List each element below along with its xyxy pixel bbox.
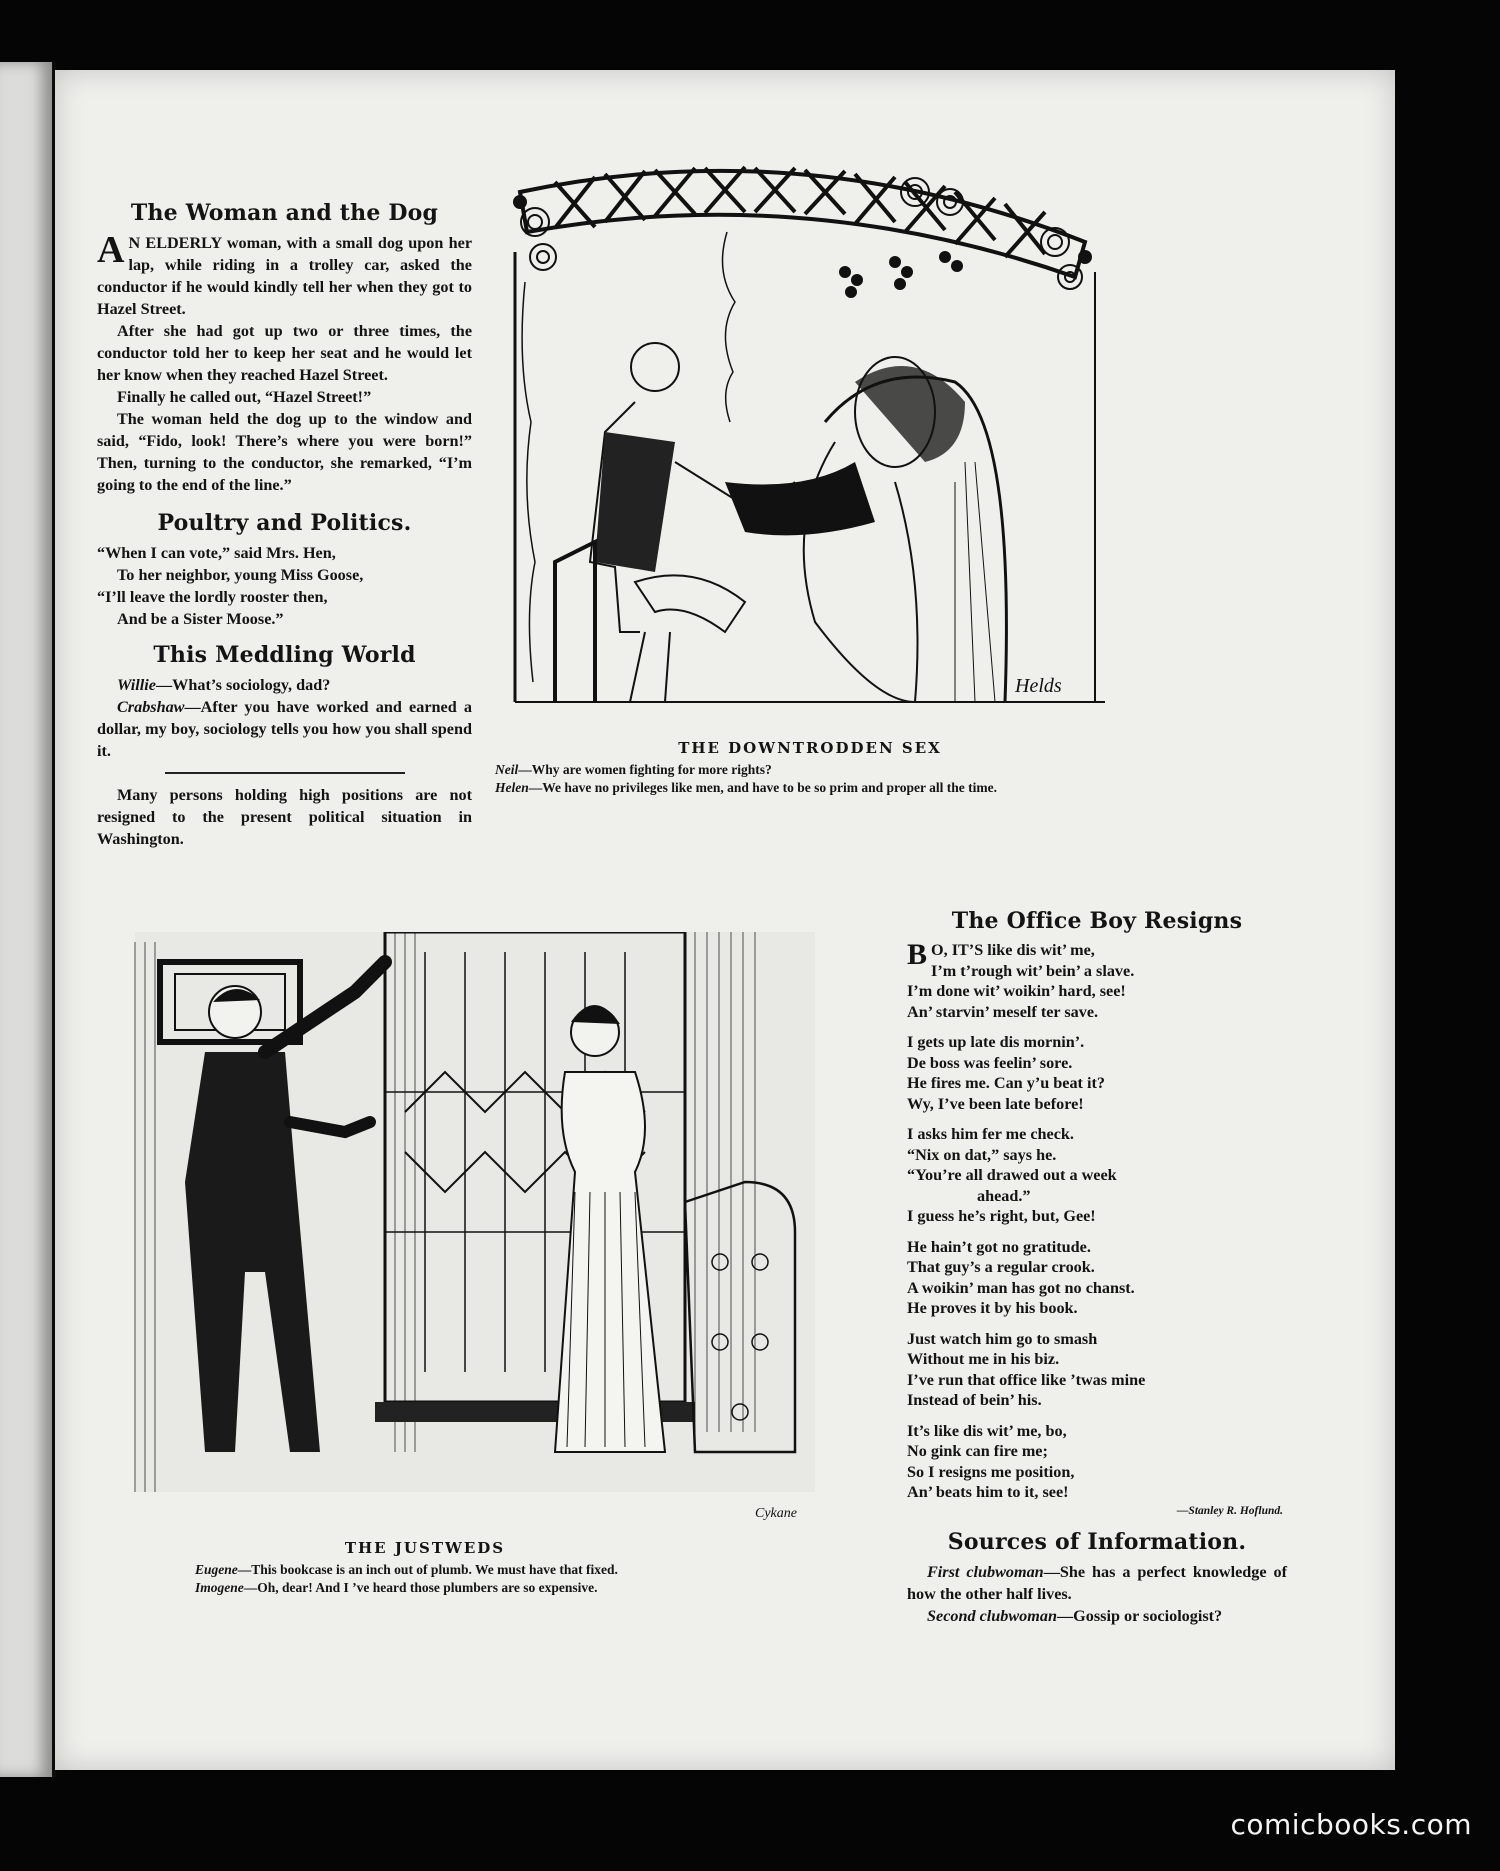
story-paragraph: Finally he called out, “Hazel Street!”: [117, 388, 372, 406]
verse-line: And be a Sister Moose.”: [117, 610, 284, 628]
story-washington: [97, 784, 472, 850]
poem-line: No gink can fire me;: [907, 1442, 1048, 1460]
story-paragraph: Many persons holding high positions are not resigned to the present political situation in Washington.: [97, 786, 472, 848]
story-meddling-world: [97, 642, 472, 762]
poem-line: I’ve run that office like ’twas mine: [907, 1370, 1146, 1389]
drop-cap: A: [97, 229, 125, 271]
cartoon-title: THE DOWNTRODDEN SEX: [678, 739, 942, 757]
poem-line: Instead of bein’ his.: [907, 1391, 1042, 1409]
story-title: This Meddling World: [153, 642, 416, 668]
artist-signature: Helds: [1015, 675, 1062, 697]
dialogue-line: —This bookcase is an inch out of plumb. We must have that fixed.: [237, 1562, 618, 1577]
poem-line: Just watch him go to smash: [907, 1329, 1098, 1348]
speaker-name: Eugene: [195, 1562, 238, 1577]
poem-stanza: [907, 940, 1287, 1022]
cartoon-illustration: [95, 932, 855, 1532]
artist-signature: Cykane: [755, 1506, 797, 1521]
dialogue-line: —Why are women fighting for more rights?: [518, 762, 772, 777]
poem-line: That guy’s a regular crook.: [907, 1258, 1095, 1276]
poem-line: “Nix on dat,” says he.: [907, 1145, 1057, 1164]
dialogue-line: —Oh, dear! And I ’ve heard those plumbers are so expensive.: [243, 1580, 598, 1595]
magazine-page: [55, 70, 1395, 1770]
story-title: Poultry and Politics.: [157, 510, 412, 536]
speaker-name: Imogene: [195, 1580, 244, 1595]
divider: [165, 772, 405, 774]
speaker-name: Helen: [495, 780, 529, 795]
story-sources: [907, 1529, 1287, 1627]
speaker-name: Neil: [495, 762, 519, 777]
poem-line: I asks him fer me check.: [907, 1125, 1074, 1143]
poem-line: Wy, I’ve been late before!: [907, 1094, 1084, 1113]
poem-author: —Stanley R. Hoflund.: [1176, 1504, 1283, 1517]
poem-line: I guess he’s right, but, Gee!: [907, 1207, 1096, 1225]
dialogue-line: —Gossip or sociologist?: [1056, 1606, 1223, 1625]
poem-line: De boss was feelin’ sore.: [907, 1053, 1073, 1072]
poem-stanza: [907, 1032, 1287, 1114]
poem-line: Without me in his biz.: [907, 1350, 1060, 1368]
story-poultry-politics: [97, 510, 472, 630]
cartoon-illustration: [495, 162, 1125, 742]
poem-stanza: [907, 1421, 1287, 1503]
poem-line: I gets up late dis mornin’.: [907, 1033, 1085, 1051]
poem-stanza: [907, 1237, 1287, 1319]
verse-line: “I’ll leave the lordly rooster then,: [97, 588, 328, 606]
left-column: [97, 200, 472, 850]
book-spine: [0, 62, 56, 1777]
speaker-name: Second clubwoman: [927, 1606, 1057, 1625]
dialogue-line: —After you have worked and earned a dollar, my boy, sociology tells you how you shall spend it.: [97, 698, 472, 760]
poem-line: O, IT’S like dis wit’ me,: [931, 941, 1095, 959]
poem-stanza: [907, 1329, 1287, 1411]
story-title: The Woman and the Dog: [130, 200, 439, 226]
poem-line: I’m t’rough wit’ bein’ a slave.: [931, 961, 1135, 980]
speaker-name: Crabshaw: [117, 698, 185, 716]
speaker-name: First clubwoman: [927, 1562, 1044, 1581]
poem-line: ahead.”: [977, 1186, 1031, 1205]
cartoon-title: THE JUSTWEDS: [344, 1539, 506, 1557]
poem-line: An’ beats him to it, see!: [907, 1483, 1069, 1501]
story-paragraph: The woman held the dog up to the window and said, “Fido, look! There’s where you were born!” Then, turning to the conductor, she remarked, “I’m going to the end of the line.”: [97, 410, 472, 494]
poem-line: He hain’t got no gratitude.: [907, 1237, 1091, 1256]
poem-stanza: [907, 1124, 1287, 1227]
poem-line: It’s like dis wit’ me, bo,: [907, 1421, 1067, 1440]
story-title: Sources of Information.: [947, 1528, 1247, 1555]
speaker-name: Willie: [117, 676, 156, 694]
poem-line: An’ starvin’ meself ter save.: [907, 1002, 1099, 1021]
story-woman-and-dog: [97, 200, 472, 496]
dialogue-line: —We have no privileges like men, and have to be so prim and proper all the time.: [528, 780, 998, 795]
story-paragraph: After she had got up two or three times, the conductor told her to keep her seat and he would let her know when they reached Hazel Street.: [97, 322, 472, 384]
story-paragraph: N ELDERLY woman, with a small dog upon her lap, while riding in a trolley car, asked the conductor if he would kindly tell her when they got to Hazel Street.: [97, 234, 472, 318]
poem-line: I’m done wit’ woikin’ hard, see!: [907, 982, 1126, 1000]
cartoon-downtrodden-sex: [495, 162, 1125, 795]
drop-cap: B: [907, 938, 928, 971]
dialogue-line: —What’s sociology, dad?: [155, 676, 331, 694]
poem-line: So I resigns me position,: [907, 1462, 1075, 1481]
poem-line: “You’re all drawed out a week: [907, 1166, 1117, 1184]
verse-line: To her neighbor, young Miss Goose,: [117, 566, 364, 584]
poem-line: He fires me. Can y’u beat it?: [907, 1074, 1105, 1092]
verse-line: “When I can vote,” said Mrs. Hen,: [97, 544, 336, 562]
watermark-text: comicbooks.com: [1230, 1808, 1472, 1841]
poem-line: A woikin’ man has got no chanst.: [907, 1278, 1135, 1297]
dialogue-line: —She has a perfect knowledge of how the other half lives.: [907, 1562, 1287, 1603]
poem-title: The Office Boy Resigns: [951, 908, 1243, 934]
cartoon-justweds: [95, 932, 855, 1595]
right-column: [907, 908, 1287, 1627]
poem-line: He proves it by his book.: [907, 1299, 1078, 1317]
